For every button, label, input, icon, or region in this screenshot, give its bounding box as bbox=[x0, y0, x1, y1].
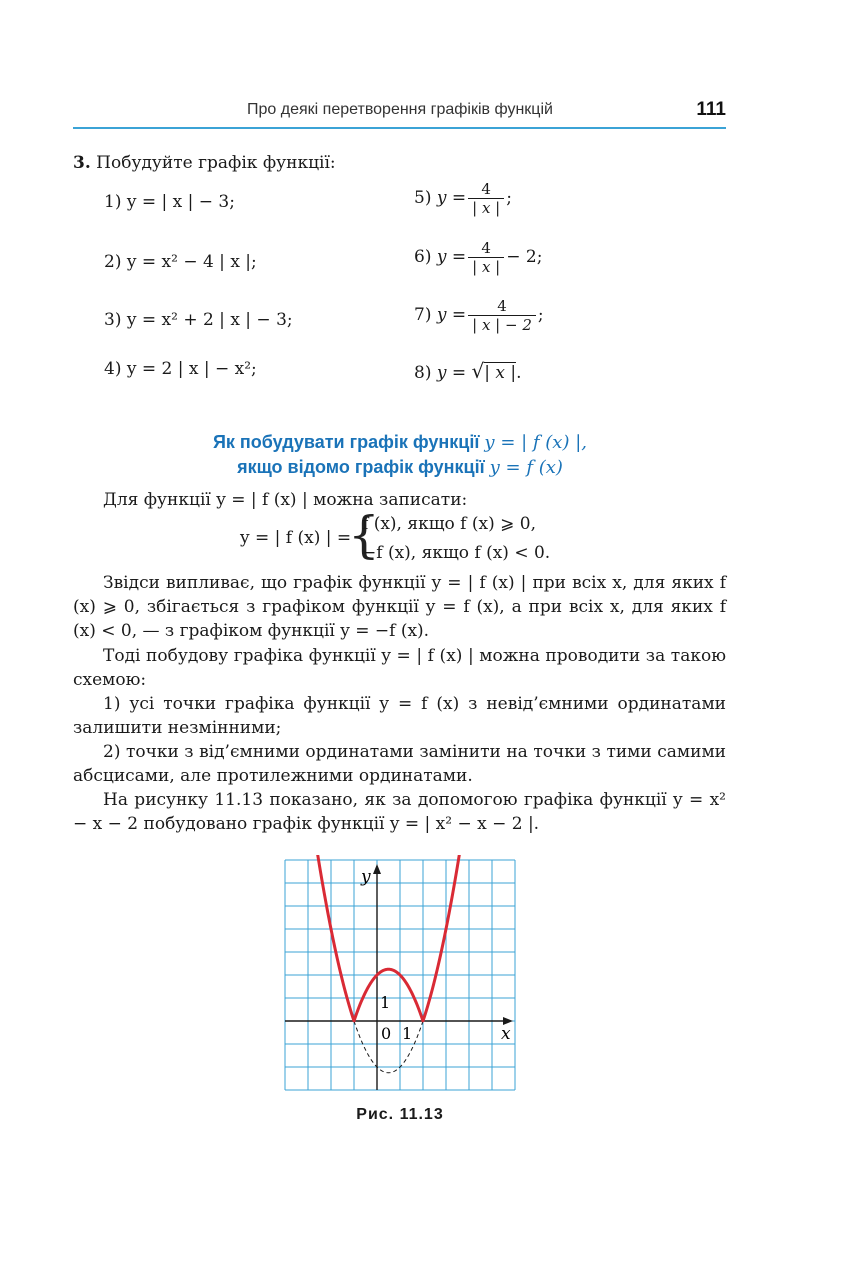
unit-y-label: 1 bbox=[380, 993, 391, 1012]
paragraph-4: 2) точки з від’ємними ординатами замінити на точки з тими самими абсцисами, але протилежними ординатами. bbox=[73, 742, 726, 786]
axes bbox=[285, 864, 513, 1090]
axis-y-label: y bbox=[361, 867, 371, 887]
paragraph-3: 1) усі точки графіка функції y = f (x) з невід’ємними ординатами залишити незмінними; bbox=[73, 694, 726, 738]
system-brace: { bbox=[348, 506, 380, 564]
figure-11-13 bbox=[280, 855, 520, 1095]
section-title-line-1: Як побудувати графік функції y = | f (x) |, bbox=[212, 432, 587, 453]
exercise-prompt bbox=[73, 153, 336, 173]
fraction: $\frac{4}{| x | - 2}$ bbox=[468, 297, 536, 334]
intro-paragraph: Для функції y = | f (x) | можна записати: bbox=[103, 490, 468, 510]
exercise-item-8: 8) y = √| x |. bbox=[414, 359, 522, 383]
exercise-item-3: 3) y = x² + 2 | x | − 3; bbox=[104, 310, 293, 330]
system-lhs: y = | f (x) | = bbox=[240, 528, 352, 548]
section-title-line-2: якщо відомо графік функції y = f (x) bbox=[237, 457, 563, 478]
fraction: $\frac{4}{| x |}$ bbox=[468, 180, 504, 217]
unit-x-label: 1 bbox=[402, 1024, 413, 1043]
exercise-number: 3. bbox=[73, 153, 91, 173]
system-case-1: f (x), якщо f (x) ⩾ 0, bbox=[362, 514, 536, 534]
paragraph-2: Тоді побудову графіка функції y = | f (x) | можна проводити за такою схемою: bbox=[73, 646, 726, 690]
running-header-title: Про деякі перетворення графіків функцій bbox=[247, 101, 553, 118]
exercise-item-6: 6) y = $\frac{4}{| x |}$ − 2; bbox=[414, 239, 543, 276]
figure-caption: Рис. 11.13 bbox=[356, 1106, 444, 1123]
exercise-item-2: 2) y = x² − 4 | x |; bbox=[104, 252, 257, 272]
exercise-item-1: 1) y = | x | − 3; bbox=[104, 192, 235, 212]
y-axis-arrow bbox=[373, 864, 381, 874]
system-case-2: −f (x), якщо f (x) < 0. bbox=[362, 543, 551, 563]
paragraph-1: Звідси випливає, що графік функції y = | f (x) | при всіх x, для яких f (x) ⩾ 0, збігається з графіком функції y = f (x), а при всіх x, для яких f (x) < 0, — з графіком функції y = −f (x). bbox=[73, 573, 726, 641]
header-rule bbox=[73, 127, 726, 129]
exercise-item-7: 7) y = $\frac{4}{| x | - 2}$ ; bbox=[414, 297, 544, 334]
exercise-item-4: 4) y = 2 | x | − x²; bbox=[104, 359, 257, 379]
paragraph-5: На рисунку 11.13 показано, як за допомогою графіка функції y = x² − x − 2 побудовано графік функції y = | x² − x − 2 |. bbox=[73, 790, 726, 834]
fraction: $\frac{4}{| x |}$ bbox=[468, 239, 504, 276]
origin-label: 0 bbox=[381, 1024, 392, 1043]
exercise-prompt-text: Побудуйте графік функції: bbox=[96, 153, 336, 173]
sqrt-sign: √ bbox=[471, 359, 485, 383]
exercise-item-5: 5) y = $\frac{4}{| x |}$ ; bbox=[414, 180, 512, 217]
page-number: 111 bbox=[696, 99, 726, 120]
axis-x-label: x bbox=[501, 1024, 511, 1044]
